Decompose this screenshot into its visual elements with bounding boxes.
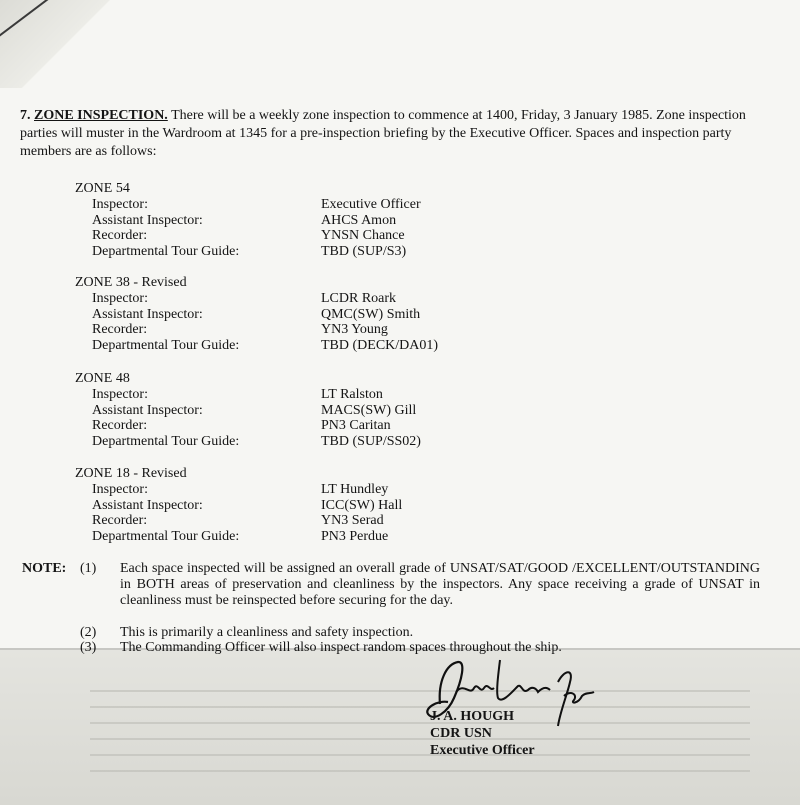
member-name: YN3 Serad bbox=[321, 513, 384, 528]
zone-member-row bbox=[75, 213, 495, 229]
zone-title: ZONE 54 bbox=[75, 181, 130, 196]
member-name: AHCS Amon bbox=[321, 212, 397, 228]
member-name: PN3 Caritan bbox=[321, 418, 391, 433]
member-name: MACS(SW) Gill bbox=[321, 402, 417, 418]
folded-corner bbox=[0, 0, 110, 88]
member-role: Assistant Inspector: bbox=[92, 402, 203, 418]
zone-title: ZONE 18 - Revised bbox=[75, 466, 187, 481]
member-role: Assistant Inspector: bbox=[92, 306, 203, 322]
member-name: PN3 Perdue bbox=[321, 528, 389, 544]
member-role: Recorder: bbox=[92, 322, 148, 337]
note-number: (2) bbox=[80, 625, 97, 640]
zone-member-row bbox=[75, 244, 495, 260]
zone-block bbox=[75, 370, 495, 449]
zone-member-row bbox=[75, 482, 495, 498]
zone-block bbox=[75, 465, 495, 544]
zone-member-row bbox=[75, 418, 495, 434]
paragraph-number: 7. bbox=[20, 108, 31, 123]
member-role: Recorder: bbox=[92, 513, 148, 528]
signer-rank: CDR USN bbox=[430, 726, 492, 741]
member-name: YN3 Young bbox=[321, 322, 388, 337]
member-role: Recorder: bbox=[92, 418, 148, 433]
signature-block bbox=[430, 708, 535, 759]
zone-member-row bbox=[75, 529, 495, 545]
member-role: Assistant Inspector: bbox=[92, 212, 203, 228]
zone-block bbox=[75, 180, 495, 259]
member-name: TBD (DECK/DA01) bbox=[321, 337, 439, 353]
member-name: ICC(SW) Hall bbox=[321, 497, 403, 513]
paragraph-heading: ZONE INSPECTION. bbox=[34, 108, 168, 123]
member-name: TBD (SUP/S3) bbox=[321, 243, 407, 259]
member-name: LT Hundley bbox=[321, 482, 389, 497]
member-name: LT Ralston bbox=[321, 387, 383, 402]
paragraph-text: There will be a weekly zone inspection to commence at 1400, Friday, 3 January 1985. Zone inspection parties will muster in the Wardroom at 1345 for a pre-inspection briefing by the Executive Officer. Spaces and inspection party members are as follows: bbox=[20, 108, 746, 159]
member-name: Executive Officer bbox=[321, 197, 421, 212]
zone-title: ZONE 38 - Revised bbox=[75, 275, 187, 290]
member-role: Inspector: bbox=[92, 482, 148, 497]
zone-member-row bbox=[75, 513, 495, 529]
member-role: Assistant Inspector: bbox=[92, 497, 203, 513]
member-role: Recorder: bbox=[92, 228, 148, 243]
member-role: Departmental Tour Guide: bbox=[92, 433, 240, 449]
note-number: (1) bbox=[80, 561, 97, 576]
zone-member-row bbox=[75, 338, 495, 354]
zone-member-row bbox=[75, 434, 495, 450]
member-role: Departmental Tour Guide: bbox=[92, 528, 240, 544]
member-name: YNSN Chance bbox=[321, 228, 405, 243]
note-text: This is primarily a cleanliness and safety inspection. bbox=[120, 625, 414, 640]
note-text: Each space inspected will be assigned an overall grade of UNSAT/SAT/GOOD /EXCELLENT/OUTSTANDING in BOTH areas of preservation and cleanliness by the inspectors. Any space receiving a grade of UNSAT in cleanliness must be reinspected before securing for the day. bbox=[120, 561, 760, 608]
member-role: Departmental Tour Guide: bbox=[92, 243, 240, 259]
zone-member-row bbox=[75, 403, 495, 419]
zone-member-row bbox=[75, 387, 495, 403]
member-name: QMC(SW) Smith bbox=[321, 306, 421, 322]
zone-title: ZONE 48 bbox=[75, 371, 130, 386]
note-text: The Commanding Officer will also inspect random spaces throughout the ship. bbox=[120, 640, 562, 655]
member-name: TBD (SUP/SS02) bbox=[321, 433, 421, 449]
zone-member-row bbox=[75, 498, 495, 514]
signer-name: J. A. HOUGH bbox=[430, 709, 515, 724]
note-number: (3) bbox=[80, 640, 97, 655]
member-role: Departmental Tour Guide: bbox=[92, 337, 240, 353]
zone-member-row bbox=[75, 322, 495, 338]
member-role: Inspector: bbox=[92, 197, 148, 212]
paragraph-zone-inspection bbox=[20, 107, 760, 161]
member-role: Inspector: bbox=[92, 291, 148, 306]
zone-member-row bbox=[75, 228, 495, 244]
zone-member-row bbox=[75, 291, 495, 307]
zone-member-row bbox=[75, 307, 495, 323]
zone-member-row bbox=[75, 197, 495, 213]
note-label: NOTE: bbox=[22, 561, 67, 576]
member-role: Inspector: bbox=[92, 387, 148, 402]
zone-block bbox=[75, 274, 495, 353]
member-name: LCDR Roark bbox=[321, 291, 397, 306]
signer-title: Executive Officer bbox=[430, 743, 535, 758]
